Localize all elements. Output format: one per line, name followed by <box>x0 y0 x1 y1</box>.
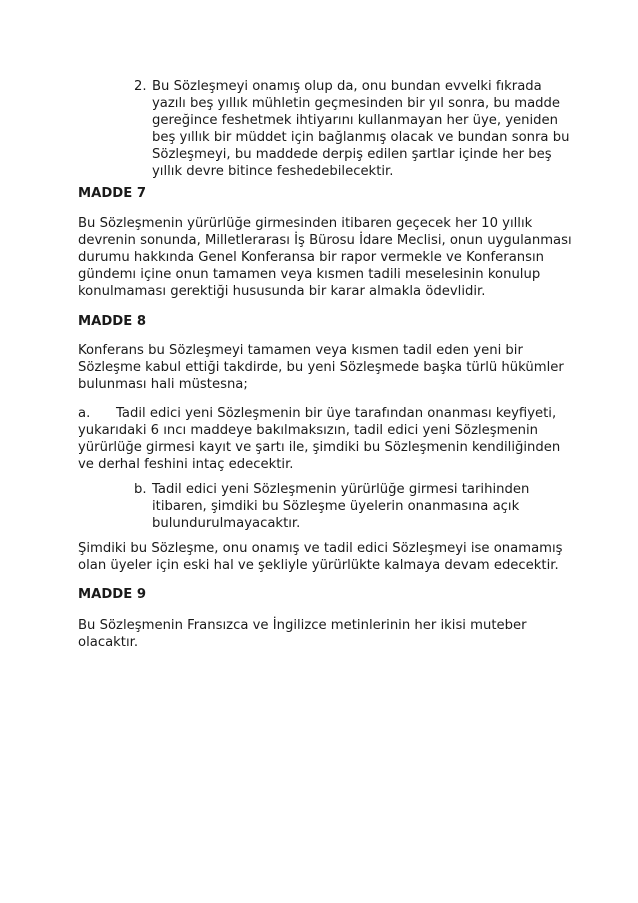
list-item-2 <box>134 78 574 180</box>
madde-8-item-a <box>78 405 578 473</box>
madde-7-text: Bu Sözleşmenin yürürlüğe girmesinden itibaren geçecek her 10 yıllık devrenin sonunda, Milletlerarası İş Bürosu İdare Meclisi, onun uygulanması durumu hakkında Genel Konferansa bir rapor vermekle ve Konferansın gündemı içine onun tamamen veya kısmen tadili meselesinin konulup konulmaması gerektiği hususunda bir karar almakla ödevlidir. <box>78 216 572 299</box>
madde-8-heading: MADDE 8 <box>78 314 146 329</box>
item-a-text: Tadil edici yeni Sözleşmenin bir üye tarafından onanması keyfiyeti, yukarıdaki 6 ıncı maddeye bakılmaksızın, tadil edici yeni Sözleşmenin yürürlüğe girmesi kayıt ve şartı ile, şimdiki bu Sözleşmenin kendiliğinden ve derhal feshini intaç edecektir. <box>78 406 561 472</box>
item-b-marker: b. <box>134 482 147 497</box>
madde-8-item-b <box>134 481 574 532</box>
madde-9-text: Bu Sözleşmenin Fransızca ve İngilizce metinlerinin her ikisi muteber olacaktır. <box>78 618 527 650</box>
madde-9-heading: MADDE 9 <box>78 587 146 602</box>
item-a-marker: a. <box>78 406 91 421</box>
madde-7-heading: MADDE 7 <box>78 186 146 201</box>
madde-8-closing: Şimdiki bu Sözleşme, onu onamış ve tadil edici Sözleşmeyi ise onamamış olan üyeler için eski hal ve şekliyle yürürlükte kalmaya devam edecektir. <box>78 541 563 573</box>
list-item-text: Bu Sözleşmeyi onamış olup da, onu bundan evvelki fıkrada yazılı beş yıllık mühletin geçmesinden bir yıl sonra, bu madde gereğince feshetmek ihtiyarını kullanmayan her üye, yeniden beş yıllık bir müddet için bağlanmış olacak ve bundan sonra bu Sözleşmeyi, bu maddede derpiş edilen şartlar içinde her beş yıllık devre bitince feshedebilecektir. <box>152 79 570 179</box>
list-marker: 2. <box>134 79 147 94</box>
item-b-text: Tadil edici yeni Sözleşmenin yürürlüğe girmesi tarihinden itibaren, şimdiki bu Sözleşme üyelerin onanmasına açık bulundurulmayacaktır. <box>152 482 530 531</box>
madde-8-intro: Konferans bu Sözleşmeyi tamamen veya kısmen tadil eden yeni bir Sözleşme kabul ettiği takdirde, bu yeni Sözleşmede başka türlü hükümler bulunması hali müstesna; <box>78 343 564 392</box>
